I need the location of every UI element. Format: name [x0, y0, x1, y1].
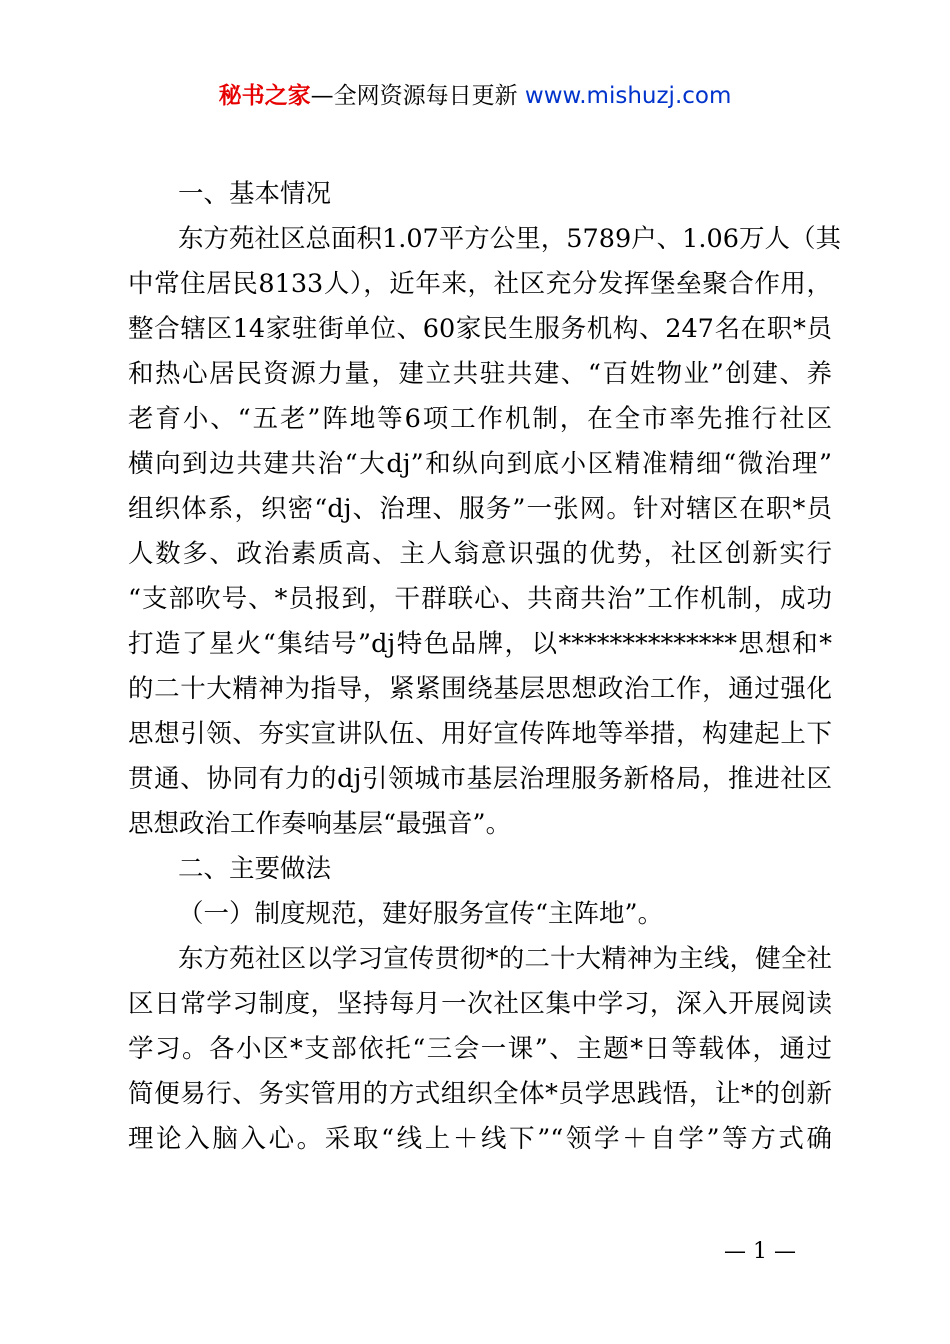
text-line: 二、主要做法 — [178, 854, 332, 884]
page-number: — 1 — — [724, 1239, 796, 1264]
text-line: “支部吹号、*员报到，干群联心、共商共治”工作机制，成功 — [128, 584, 832, 614]
text-line: 区日常学习制度，坚持每月一次社区集中学习，深入开展阅读 — [128, 989, 832, 1019]
text-line: 人数多、政治素质高、主人翁意识强的优势，社区创新实行 — [128, 539, 832, 569]
site-tagline: —全网资源每日更新 — [310, 83, 525, 109]
text-line: 和热心居民资源力量，建立共驻共建、“百姓物业”创建、养 — [128, 359, 832, 389]
text-line: 中常住居民8133人），近年来，社区充分发挥堡垒聚合作用， — [128, 269, 832, 299]
text-line: 整合辖区14家驻街单位、60家民生服务机构、247名在职*员 — [128, 314, 832, 344]
text-line: （一）制度规范，建好服务宣传“主阵地”。 — [178, 899, 664, 929]
text-line: 思想引领、夯实宣讲队伍、用好宣传阵地等举措，构建起上下 — [128, 719, 832, 749]
text-line: 的二十大精神为指导，紧紧围绕基层思想政治工作，通过强化 — [128, 674, 832, 704]
text-line: 东方苑社区总面积1.07平方公里，5789户、1.06万人（其 — [178, 224, 841, 254]
site-url-link[interactable]: www.mishuzj.com — [524, 83, 732, 109]
text-line: 学习。各小区*支部依托“三会一课”、主题*日等载体，通过 — [128, 1034, 832, 1064]
text-line: 简便易行、务实管用的方式组织全体*员学思践悟，让*的创新 — [128, 1079, 832, 1109]
text-line: 思想政治工作奏响基层“最强音”。 — [128, 809, 512, 839]
text-line: 一、基本情况 — [178, 179, 332, 209]
text-line: 组织体系，织密“dj、治理、服务”一张网。针对辖区在职*员 — [128, 494, 832, 524]
site-header — [0, 80, 950, 112]
text-line: 老育小、“五老”阵地等6项工作机制，在全市率先推行社区 — [128, 404, 832, 434]
site-brand: 秘书之家 — [218, 83, 311, 109]
text-line: 理论入脑入心。采取“线上＋线下”“领学＋自学”等方式确 — [128, 1124, 832, 1154]
document-body — [128, 172, 841, 1162]
text-line: 横向到边共建共治“大dj”和纵向到底小区精准精细“微治理” — [128, 449, 832, 479]
text-line: 贯通、协同有力的dj引领城市基层治理服务新格局，推进社区 — [128, 764, 832, 794]
text-line: 打造了星火“集结号”dj特色品牌，以**************思想和* — [128, 629, 832, 659]
text-line: 东方苑社区以学习宣传贯彻*的二十大精神为主线，健全社 — [178, 944, 832, 974]
